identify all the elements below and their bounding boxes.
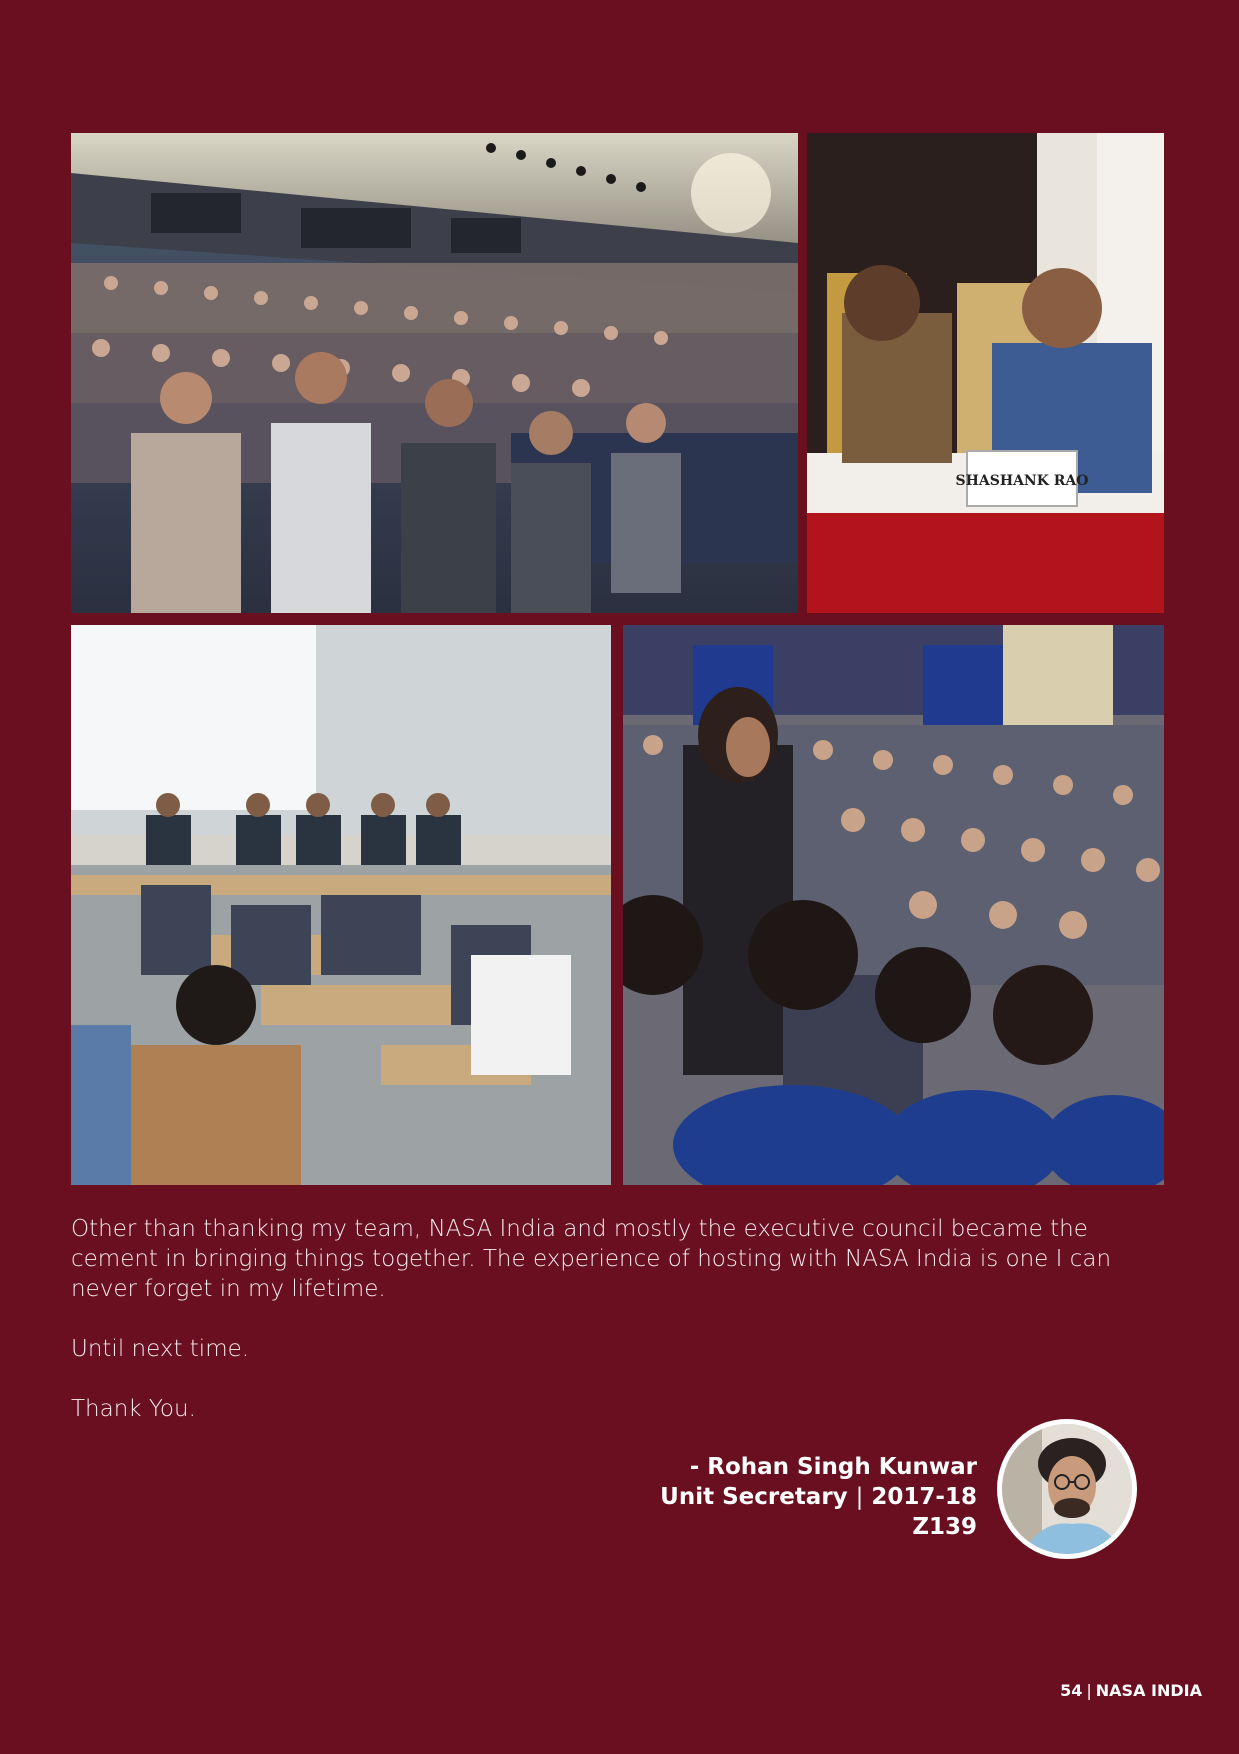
author-avatar: [997, 1419, 1137, 1559]
body-text: [71, 1214, 1181, 1454]
classroom-photo: [71, 625, 611, 1185]
auditorium-photo: [71, 133, 798, 613]
role-separator: |: [855, 1484, 864, 1510]
author-role-line: [660, 1482, 977, 1512]
body-paragraph-2: Until next time.: [71, 1336, 250, 1362]
publication-name: NASA INDIA: [1095, 1681, 1202, 1700]
page-number: 54: [1060, 1681, 1083, 1700]
author-role: Unit Secretary: [660, 1484, 848, 1510]
footer-separator: |: [1086, 1681, 1092, 1700]
page-footer: [1060, 1681, 1202, 1700]
body-paragraph-3: Thank You.: [71, 1396, 196, 1422]
panel-discussion-photo: [807, 133, 1164, 613]
audience-question-photo: [623, 625, 1164, 1185]
author-code: Z139: [912, 1514, 977, 1540]
nameplate-text: SHASHANK RAO: [955, 473, 1089, 489]
body-paragraph-1: Other than thanking my team, NASA India and mostly the executive council became the cement in bringing things together. The experience of hosting with NASA India is one I can never forget in my lifetime.: [71, 1216, 1112, 1302]
signature-block: [660, 1452, 977, 1542]
author-year: 2017-18: [871, 1484, 977, 1510]
author-name: - Rohan Singh Kunwar: [689, 1454, 977, 1480]
